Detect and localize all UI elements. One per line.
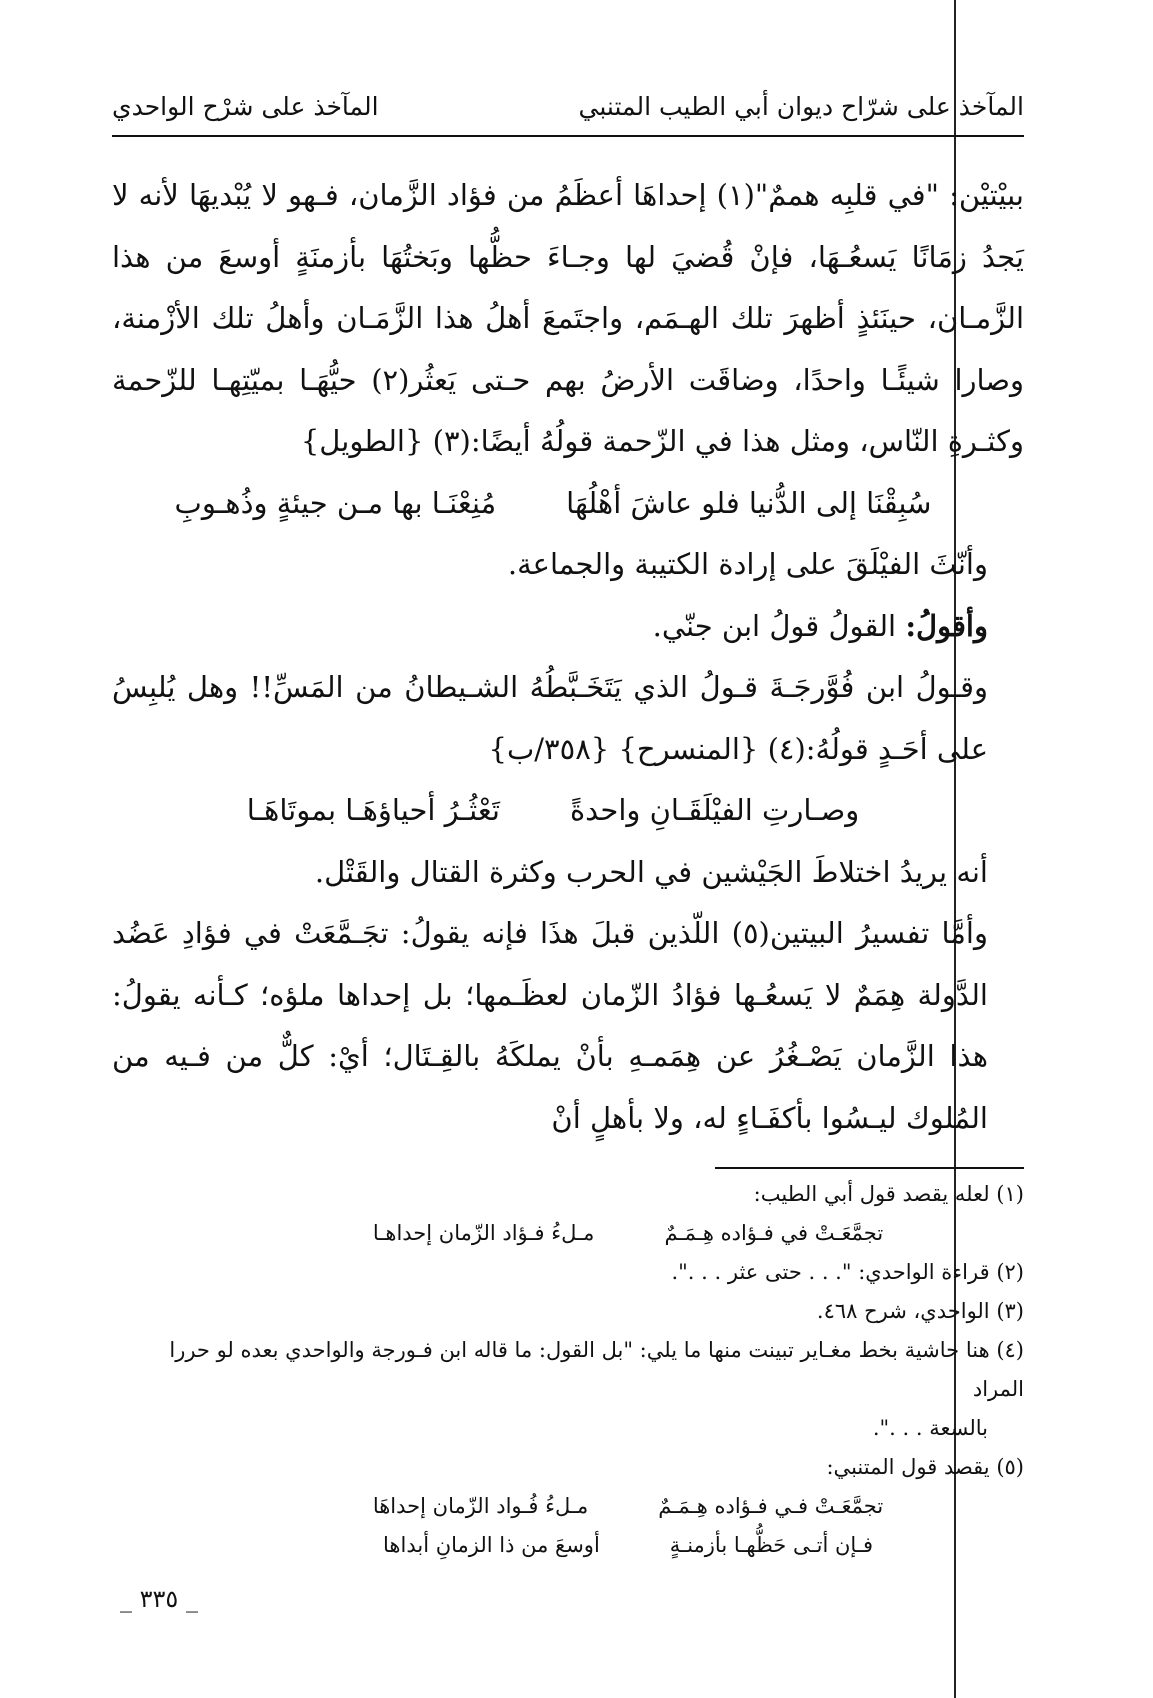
- footnote: (٢) قراءة الواحدي: ". . . حتى عثر . . .".: [671, 1260, 1024, 1284]
- verse-line: [112, 780, 1024, 842]
- verse-hemistich-first: فـإن أتـى حَظُّهـا بأزمنـةٍ: [669, 1533, 873, 1557]
- page-number: _ ٣٣٥ _: [120, 1585, 198, 1613]
- bold-lead: وأقولُ:: [905, 608, 988, 643]
- paragraph: وأنّثَ الفيْلَقَ على إرادة الكتيبة والجماعة.: [507, 547, 988, 581]
- header-section-title: المآخذ على شرْح الواحدي: [112, 92, 379, 121]
- footnote-rule: [715, 1167, 1024, 1169]
- verse-hemistich-first: سُبِقْنَا إلى الدُّنيا فلو عاشَ أهْلُهَا: [566, 485, 932, 520]
- footnote: (١) لعله يقصد قول أبي الطيب:: [753, 1182, 1024, 1206]
- running-header: [112, 92, 1024, 132]
- paragraph: [112, 596, 1024, 658]
- paragraph: وقـولُ ابن فُوَّرجَـةَ قـولُ الذي يَتَخَـبَّطُهُ الشـيطانُ من المَسِّ!! وهل يُلبِسُ على أحَـدٍ قولُهُ:(٤) {المنسرح} {٣٥٨/ب}: [112, 670, 988, 766]
- paragraph: وأمَّا تفسيرُ البيتين(٥) اللّذين قبلَ هذَا فإنه يقولُ: تجَـمَّعَتْ في فؤادِ عَضُد الدَّولة هِمَمٌ لا يَسعُـها فؤادُ الزّمان لعظَـمها؛ بل إحداها ملؤه؛ كـأنه يقولُ: هذا الزَّمان يَصْـغُرُ عن هِمَمـهِ بأنْ يملكَهُ بالقِـتَال؛ أيْ: كلٌّ من فـيه من المُلوك ليـسُوا بأكفَـاءٍ له، ولا بأهلٍ أنْ: [112, 916, 988, 1135]
- main-text: [112, 165, 1024, 1149]
- footnote-continuation: بالسعة . . .".: [872, 1416, 988, 1440]
- footnote-verse: [112, 1487, 1024, 1526]
- verse-hemistich-second: تَعْثُـرُ أحياؤهَـا بموتَاهَـا: [246, 793, 500, 827]
- footnote-verse: [112, 1214, 1024, 1253]
- header-book-title: المآخذ على شرّاح ديوان أبي الطيب المتنبي: [578, 92, 1024, 121]
- footnote: (٣) الواحدي، شرح ٤٦٨.: [816, 1299, 1024, 1323]
- header-rule: [112, 135, 1024, 137]
- verse-line: [112, 473, 1024, 535]
- verse-hemistich-second: مـلءُ فُـواد الزّمان إحداهَا: [372, 1494, 589, 1518]
- verse-hemistich-second: مُنِعْنَـا بها مـن جيئةٍ وذُهـوبِ: [174, 485, 497, 520]
- verse-hemistich-second: أوسعَ من ذا الزمانِ أبداها: [383, 1533, 600, 1557]
- verse-hemistich-second: مـلءُ فـؤاد الزّمان إحداهـا: [372, 1221, 595, 1245]
- footnote: (٥) يقصد قول المتنبي:: [826, 1455, 1024, 1479]
- verse-hemistich-first: تجمَّعَـتْ فـي فـؤاده هِـمَـمٌ: [658, 1494, 884, 1518]
- verse-hemistich-first: تجمَّعَـتْ في فـؤاده هِـمَـمٌ: [664, 1221, 884, 1245]
- footnotes: [112, 1175, 1024, 1565]
- verse-hemistich-first: وصـارتِ الفيْلَقَـانِ واحدةً: [569, 793, 860, 827]
- paragraph: أنه يريدُ اختلاطَ الجَيْشين في الحرب وكثرة القتال والقَتْل.: [314, 854, 988, 889]
- footnote: (٤) هنا حاشية بخط مغـاير تبينت منها ما يلي: "بل القول: ما قاله ابن فـورجة والواحدي بعده لو حررا المراد: [169, 1338, 1024, 1401]
- paragraph-text: القولُ قولُ ابن جنّي.: [652, 608, 906, 643]
- paragraph: ببيْتيْن: "في قلبِه هممٌ"(١) إحداهَا أعظَمُ من فؤاد الزَّمان، فـهو لا يُبْديهَا لأنه لا يَجدُ زمَانًا يَسعُـهَا، فإنْ قُضيَ لها وجـاءَ حظُّها وبَختُهَا بأزمنَةٍ أوسعَ من هذا الزَّمـان، حينَئذٍ أظهرَ تلك الهـمَم، واجتَمعَ أهلُ هذا الزَّمَـان وأهلُ تلك الأزْمنة، وصارا شيئًـا واحدًا، وضاقَت الأرضُ بهم حـتى يَعثُر(٢) حيُّهَـا بميّتِهـا للزّحمة وكثـرةِ النّاس، ومثل هذا في الزّحمة قولُهُ أيضًا:(٣) {الطويل}: [112, 178, 1025, 458]
- footnote-verse: [112, 1526, 1024, 1565]
